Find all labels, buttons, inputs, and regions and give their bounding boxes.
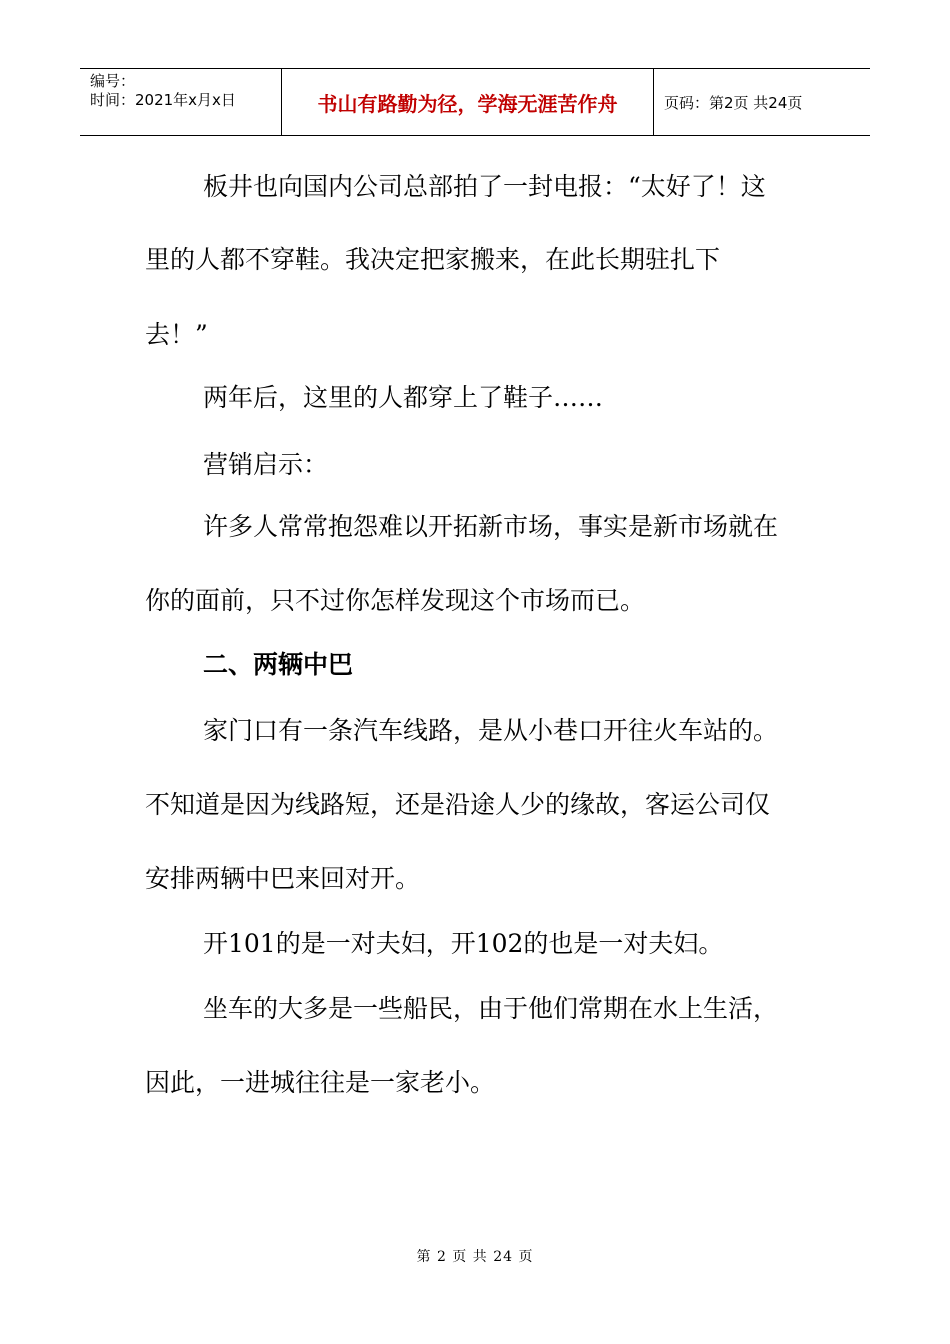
section-heading: 二、两辆中巴 <box>203 650 354 679</box>
paragraph-line: 板井也向国内公司总部拍了一封电报：“太好了！这 <box>203 172 766 201</box>
paragraph-line: 两年后，这里的人都穿上了鞋子…… <box>203 383 604 412</box>
page-label: 页码：第2页 共24页 <box>664 93 803 112</box>
paragraph-line: 许多人常常抱怨难以开拓新市场，事实是新市场就在 <box>203 512 779 541</box>
time-label: 时间：2021年x月x日 <box>90 91 236 109</box>
paragraph-line: 坐车的大多是一些船民，由于他们常期在水上生活， <box>203 994 779 1023</box>
page-header <box>80 68 870 136</box>
paragraph-line: 营销启示： <box>203 450 329 479</box>
paragraph-line: 里的人都不穿鞋。我决定把家搬来，在此长期驻扎下 <box>145 245 721 274</box>
paragraph-line: 开101的是一对夫妇，开102的也是一对夫妇。 <box>203 929 724 958</box>
paragraph-line: 你的面前，只不过你怎样发现这个市场而已。 <box>145 586 646 615</box>
motto-text: 书山有路勤为径，学海无涯苦作舟 <box>317 91 618 116</box>
paragraph-line: 因此，一进城往往是一家老小。 <box>145 1068 496 1097</box>
header-motto-cell <box>282 69 654 135</box>
paragraph-line: 去！” <box>145 320 208 349</box>
paragraph-line: 安排两辆中巴来回对开。 <box>145 864 421 893</box>
header-page-cell <box>654 69 870 135</box>
page-footer: 第 2 页 共 24 页 <box>416 1249 534 1265</box>
paragraph-line: 家门口有一条汽车线路，是从小巷口开往火车站的。 <box>203 716 779 745</box>
code-label: 编号： <box>90 72 136 90</box>
header-info-cell <box>80 69 282 135</box>
paragraph-line: 不知道是因为线路短，还是沿途人少的缘故，客运公司仅 <box>145 790 771 819</box>
